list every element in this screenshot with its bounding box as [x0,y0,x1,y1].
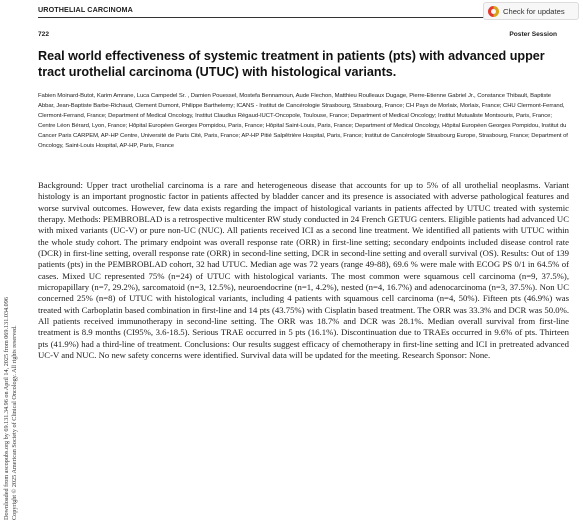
download-copyright-note [3,0,18,520]
section-header: UROTHELIAL CARCINOMA [38,5,133,14]
check-for-updates-label: Check for updates [503,6,565,16]
header-divider [38,17,557,18]
check-updates-icon [488,6,499,17]
session-label: Poster Session [509,31,557,38]
abstract-title: Real world effectiveness of systemic treatment in patients (pts) with advanced upper tract urothelial carcinoma (UTUC) with histological variants. [38,49,545,79]
check-for-updates-button[interactable] [483,2,579,20]
copyright-line: Copyright © 2025 American Society of Clinical Oncology. All rights reserved. [10,325,18,520]
abstract-body: Background: Upper tract urothelial carcinoma is a rare and heterogeneous disease that accounts for up to 5% of all urothelial neoplasms. Variant histology is an important prognostic factor in patients affected by bladder cancer and its presence is associated with adverse pathological features and worse survival outcomes. However, few data exists regarding the impact of histological variants in patients affected by UTUC treated with systemic therapy. Methods: PEMBROBLAD is a retrospective multicenter RW study conducted in 24 French GETUG centers. Eligible patients had advanced UC with mixed variants (UC-V) or pure non-UC (NUC). All patients received ICI as a second line treatment. We identified all patients with UTUC within the whole study cohort. The primary endpoint was overall response rate (ORR) in first-line setting; secondary endpoints included disease control rate (DCR) in first-line setting, overall response rate (ORR) in second-line setting, DCR in second-line setting and overall survival (OS). Results: Out of 139 patients (pts) in the PEMBROBLAD cohort, 32 had UTUC. Median age was 72 years (range 49-88), 69.6 % were male with ECOG PS 0/1 in 64.5% of cases. Mixed UC represented 75% (n=24) of UTUC with histological variants. The most common were squamous cell carcinoma (n=9, 37.5%), micropapillary (n=7, 29.2%), sarcomatoid (n=3, 12.5%), neuroendocrine (n=1, 4.2%), nested (n=4, 16.7%) and adenocarcinoma (n=3, 37.5%). Non UC concerned 25% (n=8) of UTUC with histological variants, including 4 patients with squamous cell carcinoma (n=4, 50%). Fifteen pts (46.9%) was treated with Carboplatin based combination in first-line and 14 pts (43.75%) with Cisplatin based treatment. The ORR was 33.3% and DCR was 50.0%. All patients received immunotherapy in second-line setting. The ORR was 18.7% and DCR was 28.1%. Median overall survival from first-line treatment is 8.9 months (CI95%, 3.6-18.5). Serious TRAE occurred in 5 pts (16.1%). Discontinuation due to TRAEs occurred in 9.6% of pts. Thirteen pts (41.9%) had a third-line of treatment. Conclusions: Our results suggest efficacy of chemotherapy in first-line setting and ICI in pretreated advanced UC-V and NUC. No new safety concerns were identified. Survival data will be updated for the meeting. Research Sponsor: None. [38,180,569,361]
download-line: Downloaded from ascopubs.org by 69.131.34.96 on April 14, 2025 from 069.131.034.096 [3,297,10,520]
author-affiliations: Fabien Moinard-Butot, Karim Amrane, Luca Campedel Sr. , Damien Pouessel, Mostefa Bennamoun, Aude Flechon, Matthieu Roulleaux Dugage, Pierre-Etienne Gabriel Jr., Constance Thibault, Baptiste Abbar, Jean-Baptiste Barbe-Richaud, Clement Dumont, Philippe Barthelemy; ICANS - Institut de Cancérologie Strasbourg, Strasbourg, France; CH Pays de Morlaix, Morlaix, France; CHU Clermont-Ferrand, Clermont-Ferrand, France; Department of Medical Oncology, Institut Claudius Régaud-IUCT-Oncopole, Toulouse, France; Department of Medical Oncology; Institut Mutualiste Montsouris, Paris, France; Centre Léon Bérard, Lyon, France; Hôpital Européen Georges Pompidou, Paris, France; Hôpital Saint-Louis, Paris, France; Department of Medical Oncology, Hôpital Européen Georges Pompidou, Institut du Cancer Paris CARPEM, AP-HP Centre, Université de Paris Cité, Paris, France; AP-HP Pitié Salpêtrière Hospital, Paris, France; Institut de Cancérologie Strasbourg Europe, Strasbourg, France; Department of Oncology, Saint-Louis Hospital, AP-HP, Paris, France [38,93,568,149]
abstract-number: 722 [38,31,50,38]
